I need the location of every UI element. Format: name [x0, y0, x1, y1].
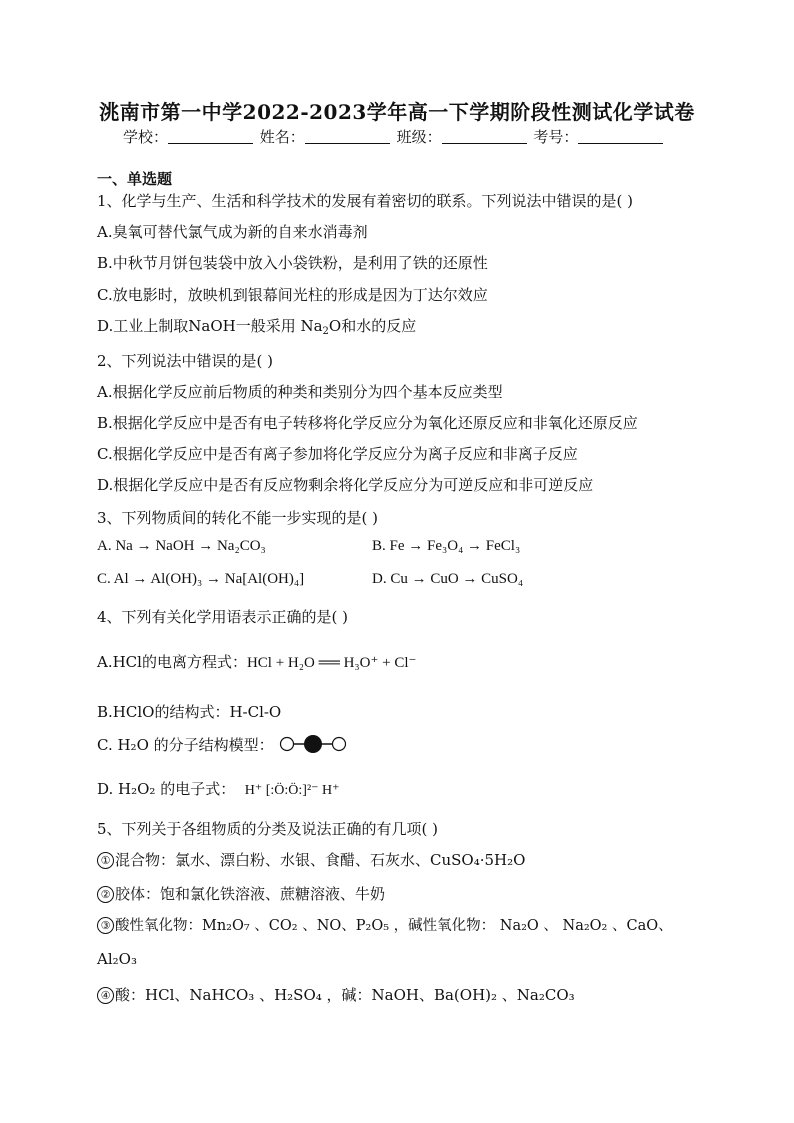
- q1-option-d: D.工业上制取NaOH一般采用 $Na_2O$和水的反应: [97, 317, 417, 337]
- exam-title: 洮南市第一中学2022-2023学年高一下学期阶段性测试化学试卷: [99, 100, 695, 124]
- q5-item-3-continued: Al₂O₃: [97, 950, 137, 968]
- number-blank[interactable]: [578, 129, 663, 144]
- q4-option-d: [97, 778, 340, 799]
- q3-option-b: B. Fe → Fe₃O₄ → FeCl₃: [372, 538, 521, 554]
- student-info-line: [123, 126, 665, 147]
- q3-option-c: C. Al → Al(OH)₃ → Na[Al(OH)₄]: [97, 571, 305, 587]
- q1-d-text-a: D.工业上制取NaOH一般采用 Na: [97, 317, 323, 335]
- q5-item2-text: 饱和氯化铁溶液、蔗糖溶液、牛奶: [160, 885, 386, 903]
- school-blank[interactable]: [168, 129, 253, 144]
- q1-option-b: B.中秋节月饼包装袋中放入小袋铁粉，是利用了铁的还原性: [97, 254, 488, 272]
- q4-option-b: B.HClO的结构式：H-Cl-O: [97, 703, 282, 721]
- q4-a-label: A.HCl的电离方程式：: [97, 653, 247, 671]
- q3-option-d: D. Cu → CuO → CuSO₄: [372, 571, 524, 587]
- circled-number-4: ④: [97, 987, 114, 1004]
- q4-option-c: [97, 734, 348, 755]
- q5-item2-label: 胶体：: [115, 885, 161, 903]
- q5-item4-label: 酸：: [115, 986, 146, 1004]
- q1-option-c: C.放电影时，放映机到银幕间光柱的形成是因为丁达尔效应: [97, 286, 488, 304]
- circled-number-3: ③: [97, 917, 114, 934]
- number-label: 考号：: [533, 128, 579, 146]
- q2-stem: 2、下列说法中错误的是( ): [97, 352, 274, 370]
- section-heading: 一、单选题: [97, 170, 173, 188]
- q1-d-text-b: O和水的反应: [328, 317, 417, 335]
- q4-stem: 4、下列有关化学用语表示正确的是( ): [97, 608, 349, 626]
- q5-item-2: [97, 883, 385, 904]
- q2-option-c: C.根据化学反应中是否有离子参加将化学反应分为离子反应和非离子反应: [97, 445, 578, 463]
- q1-option-a: A.臭氧可替代氯气成为新的自来水消毒剂: [97, 223, 368, 241]
- q5-item1-text: 氯水、漂白粉、水银、食醋、石灰水、CuSO₄·5H₂O: [175, 851, 526, 869]
- q3-option-a: A. Na → NaOH → Na₂CO₃: [97, 538, 266, 554]
- q5-item-3: [97, 914, 673, 935]
- q5-item3-text: Mn₂O₇ 、CO₂ 、NO、P₂O₅ ，碱性氧化物： Na₂O 、 Na₂O₂ 、CaO、: [202, 918, 673, 934]
- q4-c-label: C. H₂O 的分子结构模型：: [97, 736, 274, 754]
- q2-option-b: B.根据化学反应中是否有电子转移将化学反应分为氧化还原反应和非氧化还原反应: [97, 414, 638, 432]
- school-label: 学校：: [123, 128, 169, 146]
- circled-number-1: ①: [97, 852, 114, 869]
- q1-stem: 1、化学与生产、生活和科学技术的发展有着密切的联系。下列说法中错误的是( ): [97, 192, 634, 210]
- q4-option-a: [97, 651, 416, 672]
- q5-item3-label: 酸性氧化物：: [115, 918, 202, 934]
- q5-item-1: [97, 849, 525, 870]
- name-blank[interactable]: [305, 129, 390, 144]
- q4-a-equation: HCl + H₂O ══ H₃O⁺ + Cl⁻: [246, 655, 417, 671]
- q4-d-label: D. H₂O₂ 的电子式：: [97, 780, 236, 798]
- class-label: 班级：: [396, 128, 442, 146]
- q5-item4-text: HCl、NaHCO₃ 、H₂SO₄ ，碱：NaOH、Ba(OH)₂ 、Na₂CO₃: [145, 986, 575, 1004]
- q5-stem: 5、下列关于各组物质的分类及说法正确的有几项( ): [97, 820, 439, 838]
- q2-option-a: A.根据化学反应前后物质的种类和类别分为四个基本反应类型: [97, 383, 503, 401]
- q3-stem: 3、下列物质间的转化不能一步实现的是( ): [97, 509, 379, 527]
- q5-item1-label: 混合物：: [115, 851, 176, 869]
- q5-item-4: [97, 984, 575, 1005]
- circled-number-2: ②: [97, 886, 114, 903]
- class-blank[interactable]: [442, 129, 527, 144]
- name-label: 姓名：: [259, 128, 305, 146]
- q4-d-electron-formula: H⁺ [:Ö:Ö:]²⁻ H⁺: [244, 783, 340, 798]
- water-molecule-model-icon: [278, 734, 348, 754]
- q2-option-d: D.根据化学反应中是否有反应物剩余将化学反应分为可逆反应和非可逆反应: [97, 476, 594, 494]
